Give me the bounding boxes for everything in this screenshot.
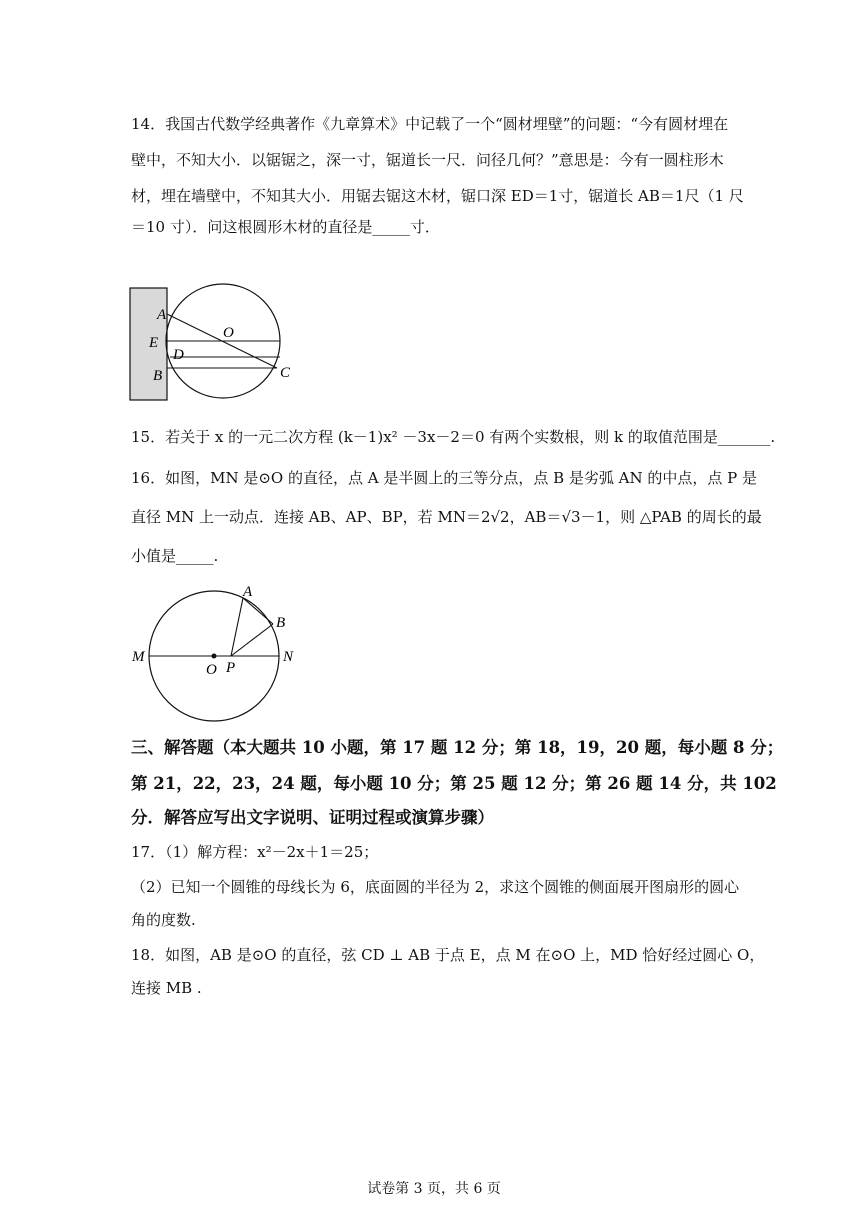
section3-line-1: 三、解答题（本大题共 10 小题，第 17 题 12 分；第 18，19，20 题，每小题 8 分；	[131, 738, 784, 757]
segment-ap	[231, 598, 243, 656]
label-o: O	[223, 325, 234, 341]
q17-line-1: 17．（1）解方程：x²－2x＋1＝25；	[131, 843, 379, 861]
label-p: P	[226, 660, 236, 676]
label-b: B	[276, 615, 286, 631]
q16-figure	[128, 582, 308, 727]
q18-line-1: 18．如图，AB 是⊙O 的直径，弦 CD ⊥ AB 于点 E，点 M 在⊙O 上，MD 恰好经过圆心 O，	[131, 946, 765, 964]
segment-bp	[231, 624, 273, 656]
q14-line-2: 壁中，不知大小．以锯锯之，深一寸，锯道长一尺．问径几何？”意思是：今有一圆柱形木	[131, 151, 724, 169]
label-m: M	[132, 649, 145, 665]
q16-line-3: 小值是_____.	[131, 547, 219, 565]
section3-line-2: 第 21，22，23，24 题，每小题 10 分；第 25 题 12 分；第 26 题 14 分，共 102	[131, 774, 777, 793]
q16-line-2: 直径 MN 上一动点．连接 AB、AP、BP，若 MN＝2√2，AB＝√3－1，则 △PAB 的周长的最	[131, 508, 762, 526]
label-o: O	[206, 662, 217, 678]
label-d: D	[173, 347, 184, 363]
label-a: A	[157, 307, 167, 323]
q14-line-4: ＝10 寸）．问这根圆形木材的直径是_____寸．	[131, 218, 440, 236]
label-c: C	[280, 365, 291, 381]
q14-line-3: 材，埋在墙壁中，不知其大小．用锯去锯这木材，锯口深 ED＝1寸，锯道长 AB＝1尺（1 尺	[131, 187, 744, 205]
q15-line: 15．若关于 x 的一元二次方程 (k－1)x² －3x－2＝0 有两个实数根，则 k 的取值范围是_______.	[131, 428, 776, 446]
segment-ab	[243, 598, 273, 624]
section3-line-3: 分．解答应写出文字说明、证明过程或演算步骤）	[131, 808, 494, 827]
center-point	[212, 654, 217, 659]
label-e: E	[149, 335, 159, 351]
page-footer: 试卷第 3 页，共 6 页	[367, 1181, 501, 1197]
q17-line-3: 角的度数.	[131, 911, 196, 929]
label-a: A	[243, 584, 253, 600]
label-b: B	[153, 368, 163, 384]
q14-line-1: 14．我国古代数学经典著作《九章算术》中记载了一个“圆材埋壁”的问题：“今有圆材埋在	[131, 115, 729, 133]
q18-line-2: 连接 MB .	[131, 979, 202, 997]
q14-figure	[125, 283, 325, 408]
q17-line-2: （2）已知一个圆锥的母线长为 6，底面圆的半径为 2，求这个圆锥的侧面展开图扇形的圆心	[131, 878, 740, 896]
q16-line-1: 16．如图，MN 是⊙O 的直径，点 A 是半圆上的三等分点，点 B 是劣弧 AN 的中点，点 P 是	[131, 469, 758, 487]
label-n: N	[283, 649, 294, 665]
